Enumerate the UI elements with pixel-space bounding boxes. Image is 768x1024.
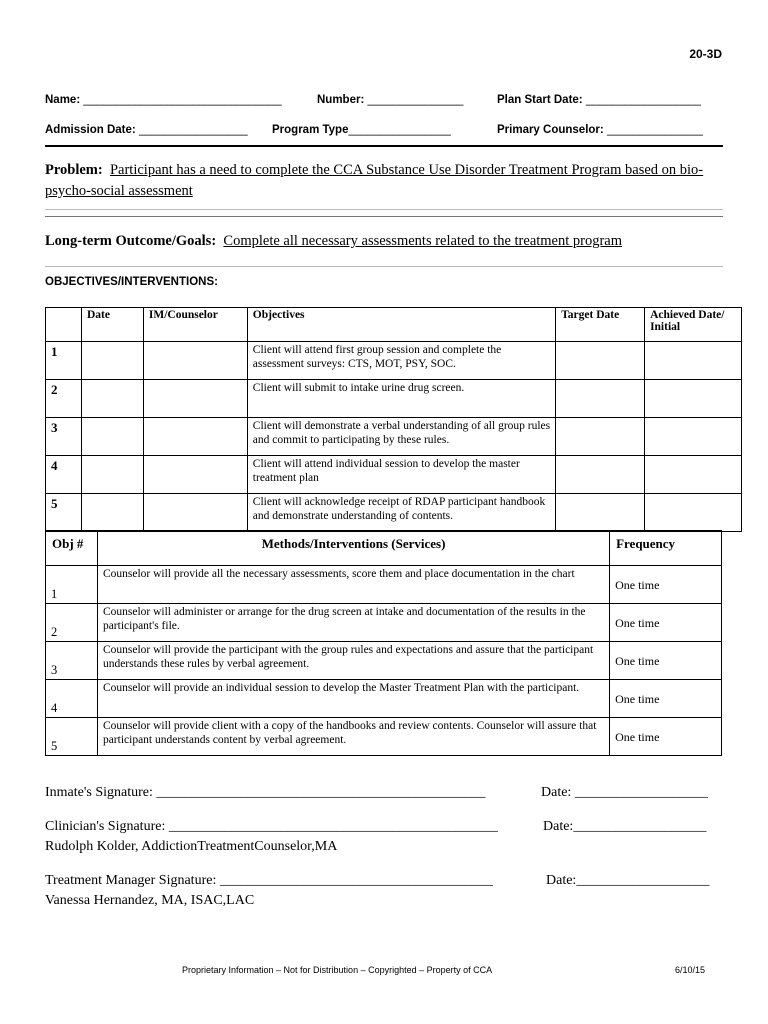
achieved-cell[interactable] — [645, 456, 742, 494]
date-cell[interactable] — [81, 418, 143, 456]
plan-start-date-blank: __________________ — [585, 94, 701, 106]
primary-counselor-blank: _______________ — [606, 124, 703, 136]
method-frequency: One time — [610, 604, 722, 642]
primary-counselor-field[interactable] — [497, 124, 703, 136]
header-divider — [45, 145, 723, 147]
method-text: Counselor will provide an individual session to develop the Master Treatment Plan with the participant. — [97, 680, 609, 718]
objective-num: 3 — [46, 418, 82, 456]
method-frequency: One time — [610, 566, 722, 604]
target-date-cell[interactable] — [556, 342, 645, 380]
date-cell[interactable] — [81, 380, 143, 418]
clinician-date-field[interactable] — [543, 819, 706, 835]
clinician-date-label: Date: — [543, 819, 574, 834]
methods-table — [45, 530, 722, 756]
method-text: Counselor will administer or arrange for the drug screen at intake and documentation of the results in the participant's file. — [97, 604, 609, 642]
achieved-cell[interactable] — [645, 380, 742, 418]
objectives-heading: OBJECTIVES/INTERVENTIONS: — [45, 276, 218, 288]
objective-text: Client will acknowledge receipt of RDAP participant handbook and demonstrate understanding of contents. — [247, 494, 555, 532]
method-num: 5 — [46, 718, 98, 756]
method-num: 1 — [46, 566, 98, 604]
methods-col-frequency: Frequency — [610, 531, 722, 566]
objective-num: 1 — [46, 342, 82, 380]
number-label: Number: — [317, 94, 365, 106]
method-text: Counselor will provide the participant with the group rules and expectations and assure that the participant understands these rules by verbal agreement. — [97, 642, 609, 680]
date-cell[interactable] — [81, 342, 143, 380]
problem-label: Problem: — [45, 162, 103, 178]
admission-date-blank: _________________ — [138, 124, 248, 136]
objectives-col-date: Date — [81, 308, 143, 342]
counselor-cell[interactable] — [143, 342, 247, 380]
objective-text: Client will attend first group session and complete the assessment surveys: CTS, MOT, PSY, SOC. — [247, 342, 555, 380]
table-row — [46, 642, 722, 680]
objective-num: 2 — [46, 380, 82, 418]
method-frequency: One time — [610, 642, 722, 680]
table-row — [46, 456, 742, 494]
objective-text: Client will submit to intake urine drug screen. — [247, 380, 555, 418]
objectives-col-counselor: IM/Counselor — [143, 308, 247, 342]
objectives-table — [45, 307, 742, 532]
problem-section — [45, 160, 725, 202]
target-date-cell[interactable] — [556, 494, 645, 532]
manager-signature-field[interactable] — [45, 873, 493, 889]
method-num: 2 — [46, 604, 98, 642]
number-blank: _______________ — [367, 94, 464, 106]
clinician-signature-label: Clinician's Signature: — [45, 819, 166, 834]
clinician-signature-field[interactable] — [45, 819, 498, 835]
counselor-cell[interactable] — [143, 380, 247, 418]
problem-text: Participant has a need to complete the CCA Substance Use Disorder Treatment Program based on bio-psycho-social assessment — [45, 162, 704, 199]
table-row — [46, 566, 722, 604]
table-row — [46, 380, 742, 418]
target-date-cell[interactable] — [556, 418, 645, 456]
target-date-cell[interactable] — [556, 380, 645, 418]
footer-date: 6/10/15 — [675, 965, 706, 975]
problem-rule-2 — [45, 216, 723, 217]
achieved-cell[interactable] — [645, 418, 742, 456]
manager-signature-label: Treatment Manager Signature: — [45, 873, 217, 888]
inmate-date-field[interactable] — [541, 785, 708, 801]
date-cell[interactable] — [81, 494, 143, 532]
clinician-signature-line: _______________________________________________ — [168, 819, 498, 834]
objective-text: Client will demonstrate a verbal understanding of all group rules and commit to participating by these rules. — [247, 418, 555, 456]
objectives-col-num — [46, 308, 82, 342]
methods-col-obj: Obj # — [46, 531, 98, 566]
inmate-date-label: Date: — [541, 785, 572, 800]
program-type-field[interactable] — [272, 124, 451, 136]
objectives-header-row — [46, 308, 742, 342]
table-row — [46, 342, 742, 380]
program-type-blank: ________________ — [348, 124, 451, 136]
counselor-cell[interactable] — [143, 494, 247, 532]
objective-num: 4 — [46, 456, 82, 494]
goals-rule — [45, 266, 723, 267]
clinician-date-line: ___________________ — [573, 819, 707, 834]
method-text: Counselor will provide all the necessary assessments, score them and place documentation in the chart — [97, 566, 609, 604]
plan-start-date-field[interactable] — [497, 94, 701, 106]
manager-name: Vanessa Hernandez, MA, ISAC,LAC — [45, 893, 255, 908]
counselor-cell[interactable] — [143, 456, 247, 494]
table-row — [46, 604, 722, 642]
inmate-signature-field[interactable] — [45, 785, 485, 801]
name-field[interactable] — [45, 94, 282, 106]
objectives-col-objectives: Objectives — [247, 308, 555, 342]
achieved-cell[interactable] — [645, 342, 742, 380]
methods-col-methods: Methods/Interventions (Services) — [97, 531, 609, 566]
clinician-name: Rudolph Kolder, AddictionTreatmentCounselor,MA — [45, 839, 338, 854]
table-row — [46, 494, 742, 532]
method-text: Counselor will provide client with a copy of the handbooks and review contents. Counselor will assure that participant understands content by verbal agreement. — [97, 718, 609, 756]
form-code: 20-3D — [689, 47, 722, 61]
manager-date-label: Date: — [546, 873, 577, 888]
name-label: Name: — [45, 94, 81, 106]
inmate-date-line: ___________________ — [574, 785, 708, 800]
plan-start-date-label: Plan Start Date: — [497, 94, 583, 106]
achieved-cell[interactable] — [645, 494, 742, 532]
method-frequency: One time — [610, 718, 722, 756]
goals-section — [45, 233, 622, 250]
objective-text: Client will attend individual session to develop the master treatment plan — [247, 456, 555, 494]
manager-signature-line: _______________________________________ — [219, 873, 493, 888]
table-row — [46, 680, 722, 718]
primary-counselor-label: Primary Counselor: — [497, 124, 604, 136]
date-cell[interactable] — [81, 456, 143, 494]
footer-notice: Proprietary Information – Not for Distribution – Copyrighted – Property of CCA — [182, 965, 493, 975]
program-type-label: Program Type — [272, 124, 349, 136]
method-frequency: One time — [610, 680, 722, 718]
admission-date-field[interactable] — [45, 124, 248, 136]
objectives-col-target-date: Target Date — [556, 308, 645, 342]
number-field[interactable] — [317, 94, 463, 106]
method-num: 4 — [46, 680, 98, 718]
objective-num: 5 — [46, 494, 82, 532]
counselor-cell[interactable] — [143, 418, 247, 456]
manager-date-field[interactable] — [546, 873, 709, 889]
admission-date-label: Admission Date: — [45, 124, 136, 136]
objectives-col-achieved: Achieved Date/ Initial — [645, 308, 742, 342]
methods-header-row — [46, 531, 722, 566]
goals-label: Long-term Outcome/Goals: — [45, 233, 217, 249]
inmate-signature-line: _______________________________________________ — [156, 785, 486, 800]
name-blank: _______________________________ — [83, 94, 282, 106]
table-row — [46, 418, 742, 456]
problem-rule-1 — [45, 209, 723, 210]
manager-date-line: ___________________ — [576, 873, 710, 888]
target-date-cell[interactable] — [556, 456, 645, 494]
method-num: 3 — [46, 642, 98, 680]
goals-text: Complete all necessary assessments related to the treatment program — [223, 233, 623, 249]
table-row — [46, 718, 722, 756]
inmate-signature-label: Inmate's Signature: — [45, 785, 153, 800]
